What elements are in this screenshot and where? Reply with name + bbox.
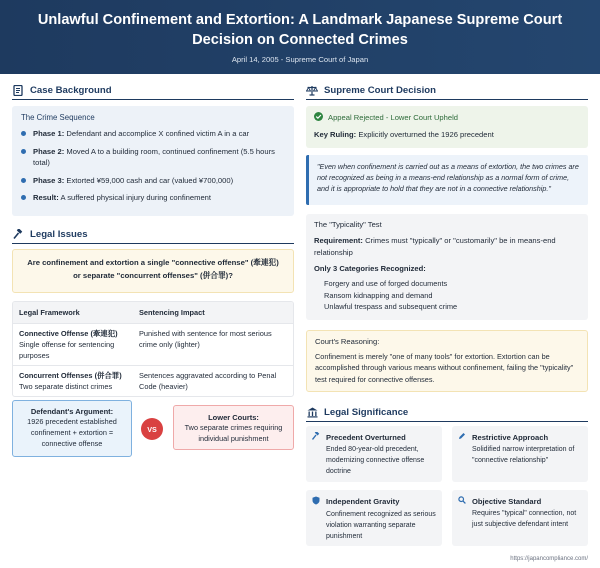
vs-badge: VS bbox=[141, 418, 163, 440]
lower-courts-text: Two separate crimes requiring individual punishment bbox=[184, 423, 283, 443]
court-reasoning-box bbox=[306, 330, 588, 392]
framework-table bbox=[12, 301, 294, 397]
list-item: Unlawful trespass and subsequent crime bbox=[324, 302, 458, 312]
list-item: Phase 1: Defendant and accomplice X confined victim A in a car bbox=[21, 128, 285, 140]
significance-title: Legal Significance bbox=[324, 406, 409, 418]
ruling-quote: "Even when confinement is carried out as a means of extortion, the two crimes are not recognized as being in a means-end relationship as a normal form of crime, and it is appropriate to hold that they are not in a connective relationship." bbox=[306, 155, 588, 205]
footer-url: https://japancompliance.com/ bbox=[510, 556, 588, 562]
legal-issues-section bbox=[12, 228, 294, 244]
page-header bbox=[0, 0, 600, 74]
pen-icon bbox=[458, 432, 466, 442]
page-title: Unlawful Confinement and Extortion: A Landmark Japanese Supreme Court Decision on Connected Crimes bbox=[37, 12, 563, 48]
significance-section bbox=[306, 406, 588, 422]
table-header: Legal Framework bbox=[13, 302, 133, 324]
bullet-icon bbox=[21, 131, 26, 136]
typicality-requirement: Requirement: Crimes must "typically" or "customarily" be in means-end relationship bbox=[314, 236, 556, 257]
significance-heading bbox=[306, 406, 588, 422]
categories-title: Only 3 Categories Recognized: bbox=[314, 264, 426, 273]
decision-status: Appeal Rejected - Lower Court Upheld bbox=[328, 113, 459, 122]
significance-card: Objective Standard Requires "typical" connection, not just subjective defendant intent bbox=[452, 490, 588, 546]
list-item: Result: A suffered physical injury during confinement bbox=[21, 192, 285, 204]
document-icon bbox=[12, 84, 24, 96]
typicality-title: The "Typicality" Test bbox=[314, 220, 382, 229]
bullet-icon bbox=[21, 195, 26, 200]
legal-issues-title: Legal Issues bbox=[30, 228, 88, 240]
list-item: Phase 2: Moved A to a building room, continued confinement (5.5 hours total) bbox=[21, 146, 285, 169]
lower-courts-title: Lower Courts: bbox=[208, 413, 259, 422]
significance-card: Restrictive Approach Solidified narrow interpretation of "connective relationship" bbox=[452, 426, 588, 482]
gavel-icon bbox=[12, 228, 24, 240]
significance-card: Precedent Overturned Ended 80-year-old precedent, modernizing connective offense doctrine bbox=[306, 426, 442, 482]
crime-sequence-box bbox=[12, 106, 294, 216]
legal-issues-heading bbox=[12, 228, 294, 244]
defendant-argument-title: Defendant's Argument: bbox=[30, 407, 114, 416]
search-icon bbox=[458, 496, 466, 506]
typicality-test-box bbox=[306, 214, 588, 320]
gavel-icon bbox=[312, 432, 320, 442]
legal-question-box bbox=[12, 249, 294, 293]
legal-question: Are confinement and extortion a single "connective offense" (牽連犯) or separate "concurrent offenses" (併合罪)? bbox=[27, 258, 279, 280]
reasoning-text: Confinement is merely "one of many tools" for extortion. Extortion can be accomplished through various means without confinement, failing the "typicality" test required for connective offenses. bbox=[315, 352, 574, 384]
table-row: Connective Offense (牽連犯) Single offense for sentencing purposes Punished with sentence for most serious crime only (lighter) bbox=[13, 324, 293, 366]
crime-sequence-title: The Crime Sequence bbox=[21, 113, 95, 122]
check-circle-icon bbox=[314, 112, 323, 123]
case-background-heading bbox=[12, 84, 294, 100]
defendant-argument-text: 1926 precedent established confinement + extortion = connective offense bbox=[27, 417, 117, 448]
significance-card: Independent Gravity Confinement recognized as serious violation warranting separate punishment bbox=[306, 490, 442, 546]
decision-title: Supreme Court Decision bbox=[324, 84, 436, 96]
list-item: Ransom kidnapping and demand bbox=[324, 290, 433, 300]
reasoning-title: Court's Reasoning: bbox=[315, 337, 380, 346]
left-column bbox=[12, 84, 294, 100]
decision-status-box bbox=[306, 106, 588, 148]
shield-icon bbox=[312, 496, 320, 507]
right-column bbox=[306, 84, 588, 100]
scale-icon bbox=[306, 84, 318, 96]
lower-courts-box bbox=[173, 405, 294, 450]
decision-heading bbox=[306, 84, 588, 100]
status-row bbox=[314, 112, 580, 123]
list-item: Phase 3: Extorted ¥59,000 cash and car (valued ¥700,000) bbox=[21, 175, 285, 187]
bullet-icon bbox=[21, 178, 26, 183]
institution-icon bbox=[306, 406, 318, 418]
table-row: Concurrent Offenses (併合罪) Two separate distinct crimes Sentences aggravated according to Penal Code (heavier) bbox=[19, 371, 277, 391]
page-subtitle: April 14, 2005 - Supreme Court of Japan bbox=[231, 55, 369, 64]
table-header: Sentencing Impact bbox=[133, 302, 293, 324]
key-ruling: Key Ruling: Explicitly overturned the 1926 precedent bbox=[314, 130, 494, 139]
bullet-icon bbox=[21, 149, 26, 154]
case-background-title: Case Background bbox=[30, 84, 112, 96]
list-item: Forgery and use of forged documents bbox=[324, 279, 448, 288]
defendant-argument-box bbox=[12, 400, 132, 457]
